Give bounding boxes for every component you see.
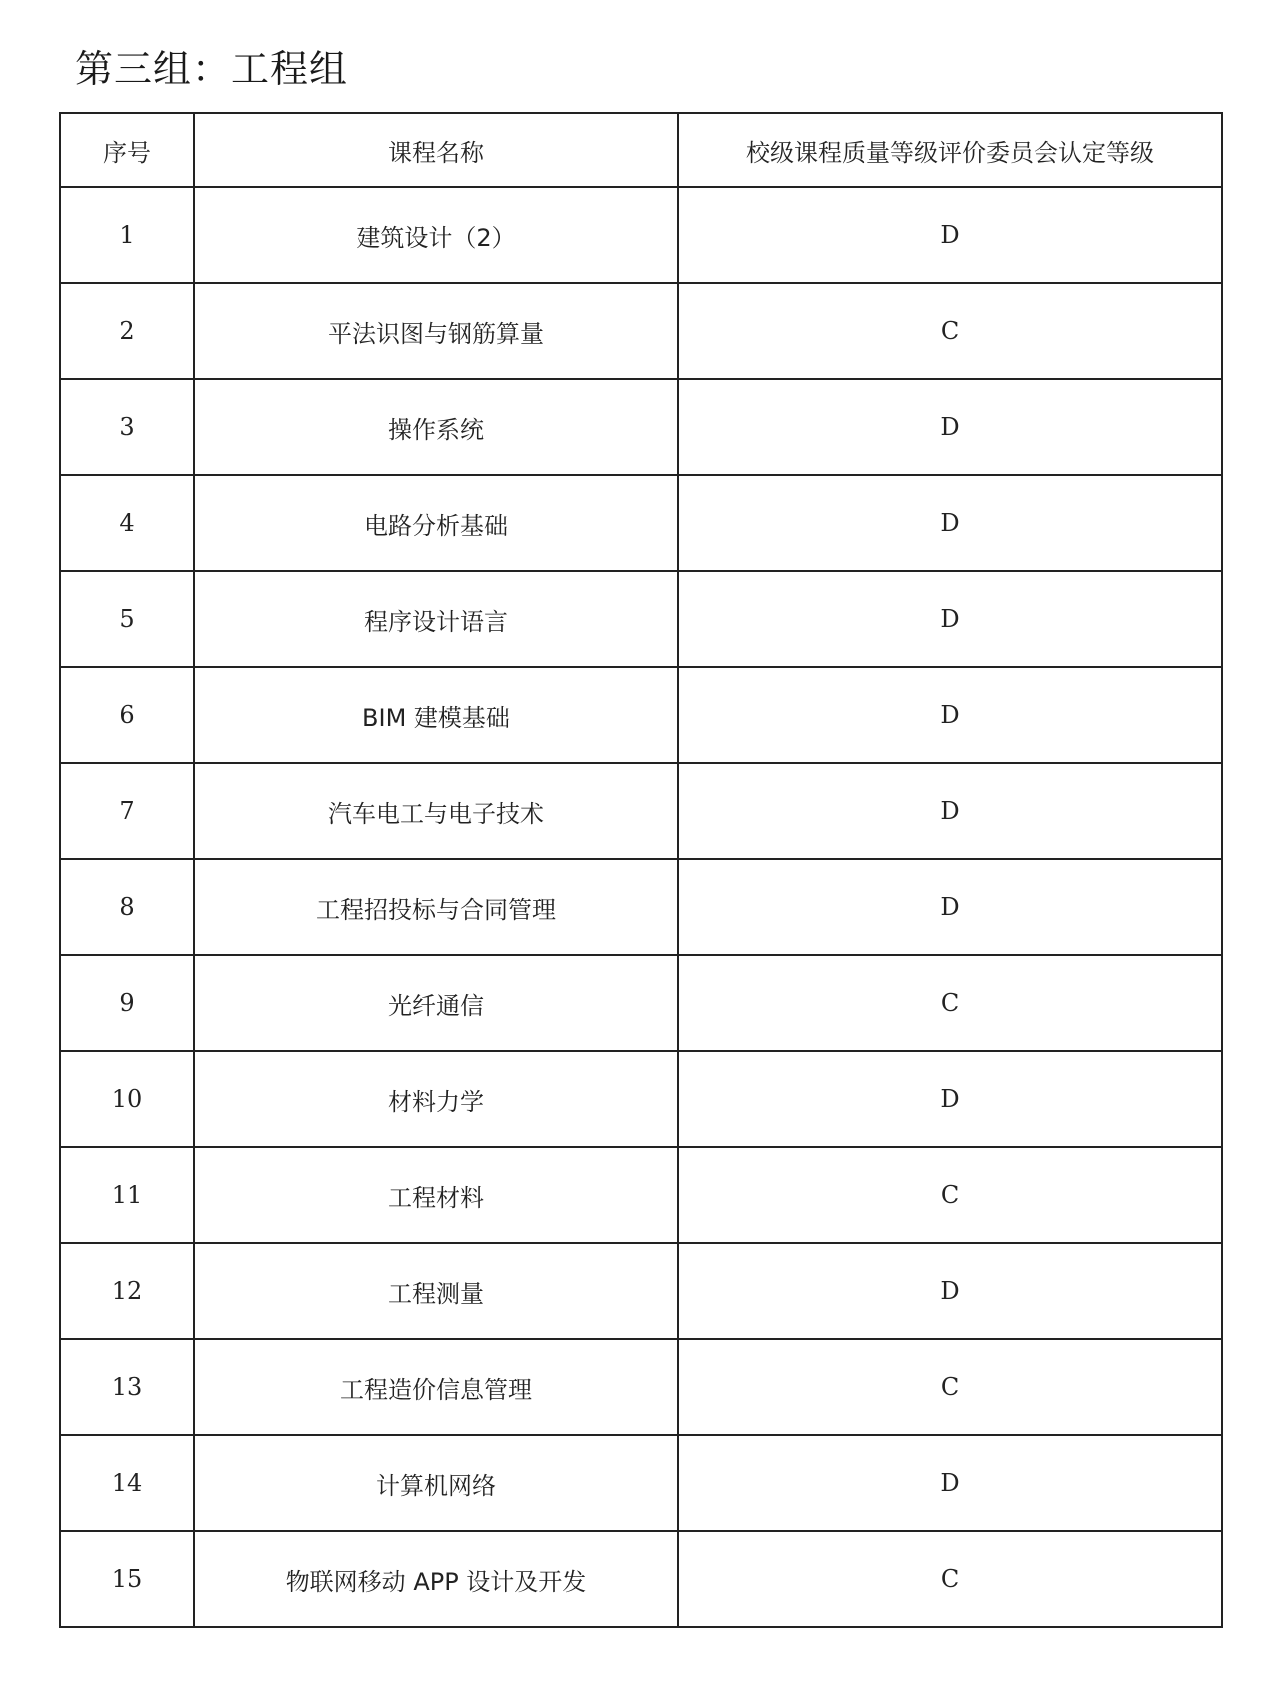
row-serial-number: 4	[60, 475, 194, 571]
row-serial-number: 6	[60, 667, 194, 763]
row-course-name: 光纤通信	[194, 955, 678, 1051]
table-row	[60, 955, 1222, 1051]
header-assessed-grade: 校级课程质量等级评价委员会认定等级	[678, 113, 1222, 187]
table-header-row	[60, 113, 1222, 187]
table-row	[60, 187, 1222, 283]
row-course-name: 材料力学	[194, 1051, 678, 1147]
table-row	[60, 1147, 1222, 1243]
table-row	[60, 1339, 1222, 1435]
row-course-name: 工程测量	[194, 1243, 678, 1339]
course-grade-table	[59, 112, 1223, 1628]
table-row	[60, 1243, 1222, 1339]
row-course-name: 程序设计语言	[194, 571, 678, 667]
row-serial-number: 10	[60, 1051, 194, 1147]
table-row	[60, 379, 1222, 475]
row-grade: C	[678, 1339, 1222, 1435]
row-grade: D	[678, 1051, 1222, 1147]
row-course-name: 工程材料	[194, 1147, 678, 1243]
row-serial-number: 11	[60, 1147, 194, 1243]
row-grade: D	[678, 1435, 1222, 1531]
row-serial-number: 2	[60, 283, 194, 379]
row-grade: D	[678, 475, 1222, 571]
row-serial-number: 9	[60, 955, 194, 1051]
row-course-name: BIM 建模基础	[194, 667, 678, 763]
row-grade: D	[678, 763, 1222, 859]
row-course-name: 汽车电工与电子技术	[194, 763, 678, 859]
row-grade: C	[678, 955, 1222, 1051]
row-grade: D	[678, 859, 1222, 955]
table-row	[60, 859, 1222, 955]
row-course-name: 工程造价信息管理	[194, 1339, 678, 1435]
row-serial-number: 3	[60, 379, 194, 475]
table-row	[60, 1531, 1222, 1627]
table-row	[60, 283, 1222, 379]
row-grade: C	[678, 1531, 1222, 1627]
row-course-name: 物联网移动 APP 设计及开发	[194, 1531, 678, 1627]
page-title: 第三组：工程组	[75, 47, 349, 91]
header-course-name: 课程名称	[194, 113, 678, 187]
row-serial-number: 1	[60, 187, 194, 283]
row-grade: D	[678, 571, 1222, 667]
row-serial-number: 7	[60, 763, 194, 859]
table-row	[60, 571, 1222, 667]
row-course-name: 操作系统	[194, 379, 678, 475]
row-serial-number: 12	[60, 1243, 194, 1339]
table-row	[60, 475, 1222, 571]
row-grade: C	[678, 1147, 1222, 1243]
row-course-name: 工程招投标与合同管理	[194, 859, 678, 955]
row-grade: C	[678, 283, 1222, 379]
row-grade: D	[678, 667, 1222, 763]
table-row	[60, 1051, 1222, 1147]
row-grade: D	[678, 187, 1222, 283]
row-grade: D	[678, 1243, 1222, 1339]
row-serial-number: 14	[60, 1435, 194, 1531]
table-row	[60, 763, 1222, 859]
table-row	[60, 1435, 1222, 1531]
row-course-name: 平法识图与钢筋算量	[194, 283, 678, 379]
row-serial-number: 8	[60, 859, 194, 955]
row-course-name: 电路分析基础	[194, 475, 678, 571]
row-serial-number: 5	[60, 571, 194, 667]
row-course-name: 计算机网络	[194, 1435, 678, 1531]
table-row	[60, 667, 1222, 763]
row-grade: D	[678, 379, 1222, 475]
row-course-name: 建筑设计（2）	[194, 187, 678, 283]
row-serial-number: 13	[60, 1339, 194, 1435]
header-serial-number: 序号	[60, 113, 194, 187]
row-serial-number: 15	[60, 1531, 194, 1627]
